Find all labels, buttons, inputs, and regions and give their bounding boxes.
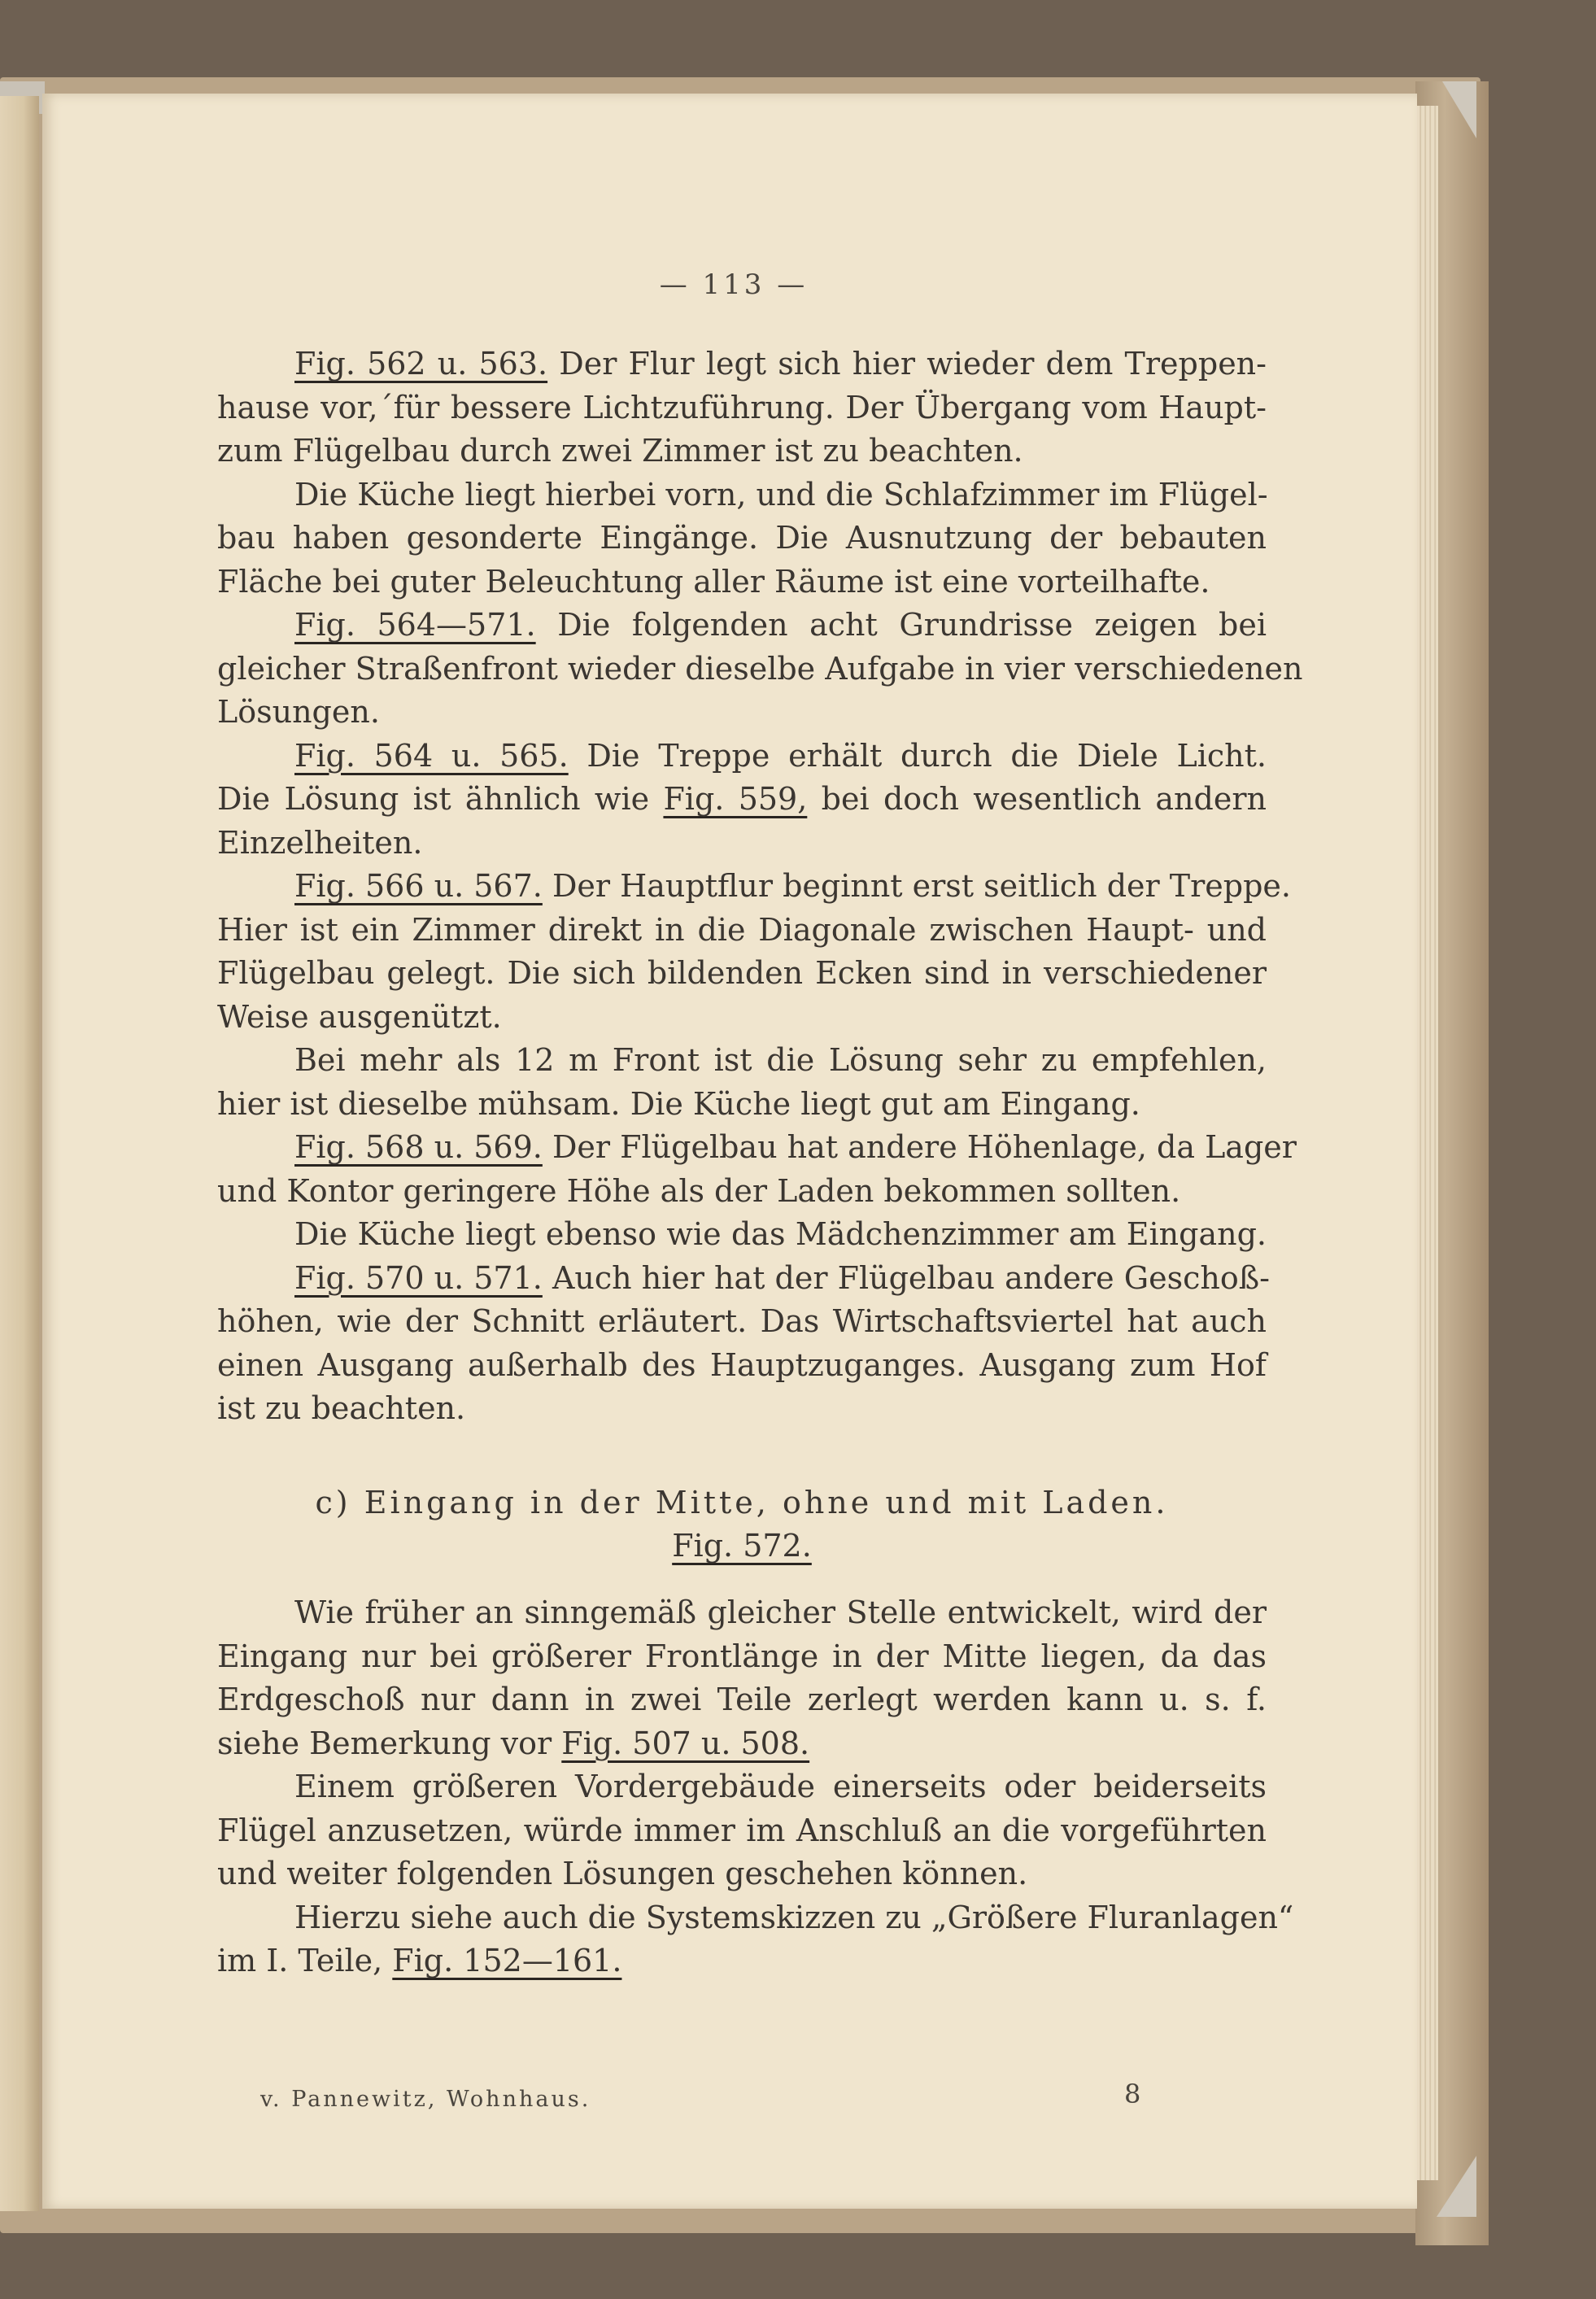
text-span: Die Treppe erhält durch die Diele Licht. (568, 737, 1267, 774)
text-line (217, 560, 1267, 604)
text-span: und Kontor geringere Höhe als der Laden bekommen sollten. (217, 1172, 1181, 1209)
text-line (217, 995, 1267, 1039)
text-span: Eingang nur bei größerer Frontlänge in der Mitte liegen, da das (217, 1638, 1267, 1674)
text-line (294, 864, 1291, 908)
text-line (294, 734, 1267, 778)
text-span: Die folgenden acht Grundrisse zeigen bei (535, 607, 1267, 643)
section-figure-ref (217, 1524, 1267, 1568)
text-line (294, 1125, 1297, 1169)
text-line (217, 1343, 1267, 1387)
text-span: Wie früher an sinngemäß gleicher Stelle entwickelt, wird der (294, 1594, 1267, 1630)
text-line (294, 603, 1267, 647)
text-span: Fläche bei guter Beleuchtung aller Räume ist eine vorteilhafte. (217, 563, 1210, 600)
text-span: Weise ausgenützt. (217, 998, 502, 1035)
figure-reference: Fig. 152—161. (392, 1943, 622, 1978)
text-line (217, 1852, 1267, 1895)
text-span: zum Flügelbau durch zwei Zimmer ist zu beachten. (217, 433, 1023, 469)
text-span: Einzelheiten. (217, 824, 423, 861)
text-span: einen Ausgang außerhalb des Hauptzuganges. Ausgang zum Hof (217, 1346, 1267, 1383)
figure-reference: Fig. 564 u. 565. (294, 737, 569, 774)
text-line (294, 1212, 1267, 1256)
text-line (217, 647, 1303, 691)
text-line (217, 1299, 1267, 1343)
text-span: Der Flur legt sich hier wieder dem Treppen- (547, 346, 1267, 382)
text-span: gleicher Straßenfront wieder dieselbe Aufgabe in vier verschiedenen (217, 650, 1303, 687)
text-line (294, 1038, 1267, 1082)
text-line (294, 1256, 1270, 1300)
figure-reference: Fig. 572. (672, 1528, 812, 1564)
facing-page-edge (0, 96, 39, 2211)
text-line (217, 386, 1267, 430)
text-span: höhen, wie der Schnitt erläutert. Das Wirtschaftsviertel hat auch (217, 1303, 1267, 1339)
text-line (217, 1169, 1267, 1213)
text-line (294, 1765, 1267, 1808)
text-span: und weiter folgenden Lösungen geschehen können. (217, 1856, 1028, 1891)
text-span: Auch hier hat der Flügelbau andere Geschoß- (542, 1259, 1270, 1296)
text-span: bau haben gesonderte Eingänge. Die Ausnutzung der bebauten (217, 520, 1267, 556)
figure-reference: Fig. 564—571. (294, 607, 536, 643)
figure-reference: Fig. 507 u. 508. (561, 1725, 810, 1761)
text-line (217, 690, 1267, 734)
text-line (294, 473, 1267, 517)
text-line (294, 342, 1267, 386)
text-span: Hier ist ein Zimmer direkt in die Diagonale zwischen Haupt- und (217, 911, 1267, 948)
book-page (42, 94, 1417, 2209)
figure-reference: Fig. 570 u. 571. (294, 1259, 543, 1296)
figure-reference: Fig. 568 u. 569. (294, 1129, 543, 1165)
text-line (217, 908, 1267, 952)
text-line (294, 1895, 1294, 1939)
figure-reference: Fig. 559, (663, 781, 808, 817)
text-line (217, 777, 1267, 821)
text-span: Erdgeschoß nur dann in zwei Teile zerlegt werden kann u. s. f. (217, 1682, 1267, 1717)
section-heading: c) Eingang in der Mitte, ohne und mit Laden. (315, 1485, 1169, 1520)
signature-number: 8 (1124, 2079, 1141, 2109)
text-span: siehe Bemerkung vor (217, 1725, 562, 1761)
text-line (217, 1082, 1267, 1126)
text-line (294, 1590, 1267, 1634)
text-line (217, 1939, 1267, 1983)
text-span: Bei mehr als 12 m Front ist die Lösung sehr zu empfehlen, (294, 1042, 1267, 1078)
text-span: hier ist dieselbe mühsam. Die Küche liegt gut am Eingang. (217, 1085, 1140, 1122)
text-span: Flügelbau gelegt. Die sich bildenden Ecken sind in verschiedener (217, 955, 1267, 991)
text-span: Hierzu siehe auch die Systemskizzen zu „Größere Fluranlagen“ (294, 1899, 1294, 1935)
text-line (217, 429, 1267, 473)
text-span: Der Flügelbau hat andere Höhenlage, da Lager (542, 1129, 1297, 1165)
text-line (217, 1634, 1267, 1678)
text-span: hause vor,´für bessere Lichtzuführung. Der Übergang vom Haupt- (217, 389, 1267, 425)
text-span: ist zu beachten. (217, 1390, 466, 1426)
text-line (217, 1721, 1267, 1765)
page-number: — 113 — (659, 268, 809, 301)
text-span: Die Küche liegt hierbei vorn, und die Schlafzimmer im Flügel- (294, 476, 1268, 513)
text-span: bei doch wesentlich andern (807, 781, 1267, 817)
text-span: Die Lösung ist ähnlich wie (217, 781, 664, 817)
text-line (217, 821, 1267, 865)
text-span: Lösungen. (217, 694, 380, 730)
text-line (217, 516, 1267, 560)
figure-reference: Fig. 566 u. 567. (294, 868, 543, 904)
text-line (217, 1677, 1267, 1721)
text-span: Die Küche liegt ebenso wie das Mädchenzimmer am Eingang. (294, 1216, 1267, 1252)
text-span: Flügel anzusetzen, würde immer im Anschluß an die vorgeführten (217, 1812, 1267, 1848)
text-span: im I. Teile, (217, 1943, 393, 1978)
text-line (217, 1386, 1267, 1430)
figure-reference: Fig. 562 u. 563. (294, 346, 548, 382)
text-line (217, 1808, 1267, 1852)
text-span: Einem größeren Vordergebäude einerseits oder beiderseits (294, 1769, 1267, 1804)
text-span: Der Hauptflur beginnt erst seitlich der Treppe. (542, 868, 1291, 904)
footer-signature: v. Pannewitz, Wohnhaus. (260, 2087, 591, 2112)
text-line (217, 951, 1267, 995)
